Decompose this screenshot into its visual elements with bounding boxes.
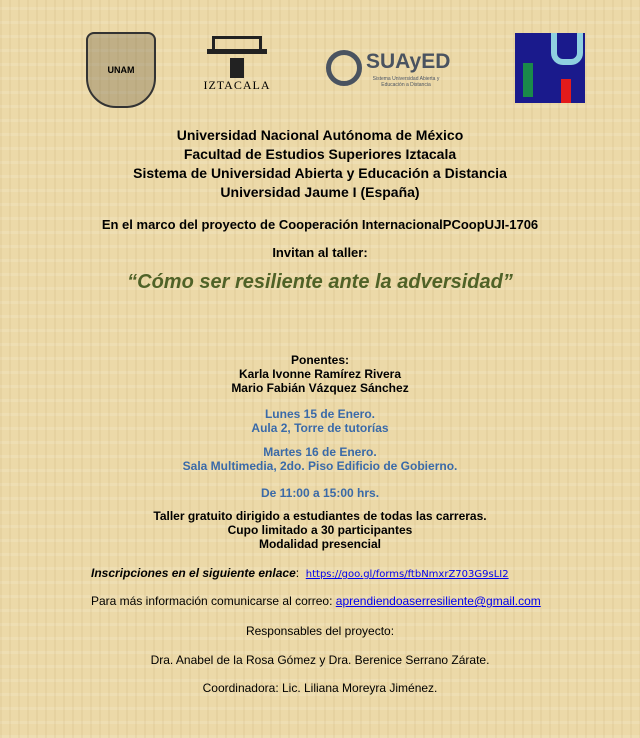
- unam-logo: UNAM: [86, 32, 156, 108]
- date-2: [0, 445, 640, 473]
- details: [0, 509, 640, 551]
- uji-logo: [515, 33, 585, 103]
- speaker: Mario Fabián Vázquez Sánchez: [231, 381, 409, 395]
- registration-link[interactable]: https://goo.gl/forms/ftbNmxrZ703G9sLI2: [305, 569, 509, 580]
- date-day: Martes 16 de Enero.: [263, 445, 377, 459]
- registration: Inscripciones en el siguiente enlace: https://goo.gl/forms/ftbNmxrZ703G9sLI2: [91, 566, 509, 580]
- contact-email[interactable]: aprendiendoaserresiliente@gmail.com: [335, 594, 541, 608]
- suayed-subtitle: Sistema Universidad Abierta y Educación a Distancia: [372, 76, 440, 88]
- contact-label: Para más información comunicarse al correo:: [91, 594, 333, 608]
- contact: [91, 594, 541, 608]
- invite-text: Invitan al taller:: [272, 245, 368, 260]
- institution-unam: Universidad Nacional Autónoma de México: [176, 127, 464, 143]
- iztacala-text: IZTACALA: [203, 78, 271, 92]
- date-place: Sala Multimedia, 2do. Piso Edificio de Gobierno.: [182, 459, 458, 473]
- workshop-title: “Cómo ser resiliente ante la adversidad”: [127, 271, 513, 293]
- suayed-text: SUAyED: [366, 50, 451, 73]
- detail: Modalidad presencial: [258, 537, 382, 551]
- detail: Cupo limitado a 30 participantes: [227, 523, 413, 537]
- speakers-label: Ponentes:: [290, 353, 349, 367]
- date-day: Lunes 15 de Enero.: [264, 407, 376, 421]
- responsables-label: Responsables del proyecto:: [245, 624, 395, 638]
- date-place: Aula 2, Torre de tutorías: [251, 421, 389, 435]
- registration-label: Inscripciones en el siguiente enlace: [91, 566, 296, 580]
- iztacala-logo: [200, 36, 274, 98]
- time: De 11:00 a 15:00 hrs.: [260, 486, 380, 500]
- responsables: Dra. Anabel de la Rosa Gómez y Dra. Berenice Serrano Zárate.: [150, 653, 490, 667]
- institution-uji: Universidad Jaume I (España): [220, 184, 420, 200]
- detail: Taller gratuito dirigido a estudiantes de todas las carreras.: [153, 509, 487, 523]
- suayed-target-icon: [326, 50, 362, 86]
- institution-fesi: Facultad de Estudios Superiores Iztacala: [183, 146, 457, 162]
- date-1: [0, 407, 640, 435]
- project-text: En el marco del proyecto de Cooperación InternacionalPCoopUJI-1706: [101, 217, 539, 232]
- speaker: Karla Ivonne Ramírez Rivera: [238, 367, 402, 381]
- suayed-logo: [326, 48, 466, 90]
- institution-suayed: Sistema de Universidad Abierta y Educación a Distancia: [133, 165, 507, 181]
- speakers: [0, 353, 640, 395]
- coordinadora: Coordinadora: Lic. Liliana Moreyra Jiménez.: [202, 681, 438, 695]
- institutions: [0, 126, 640, 202]
